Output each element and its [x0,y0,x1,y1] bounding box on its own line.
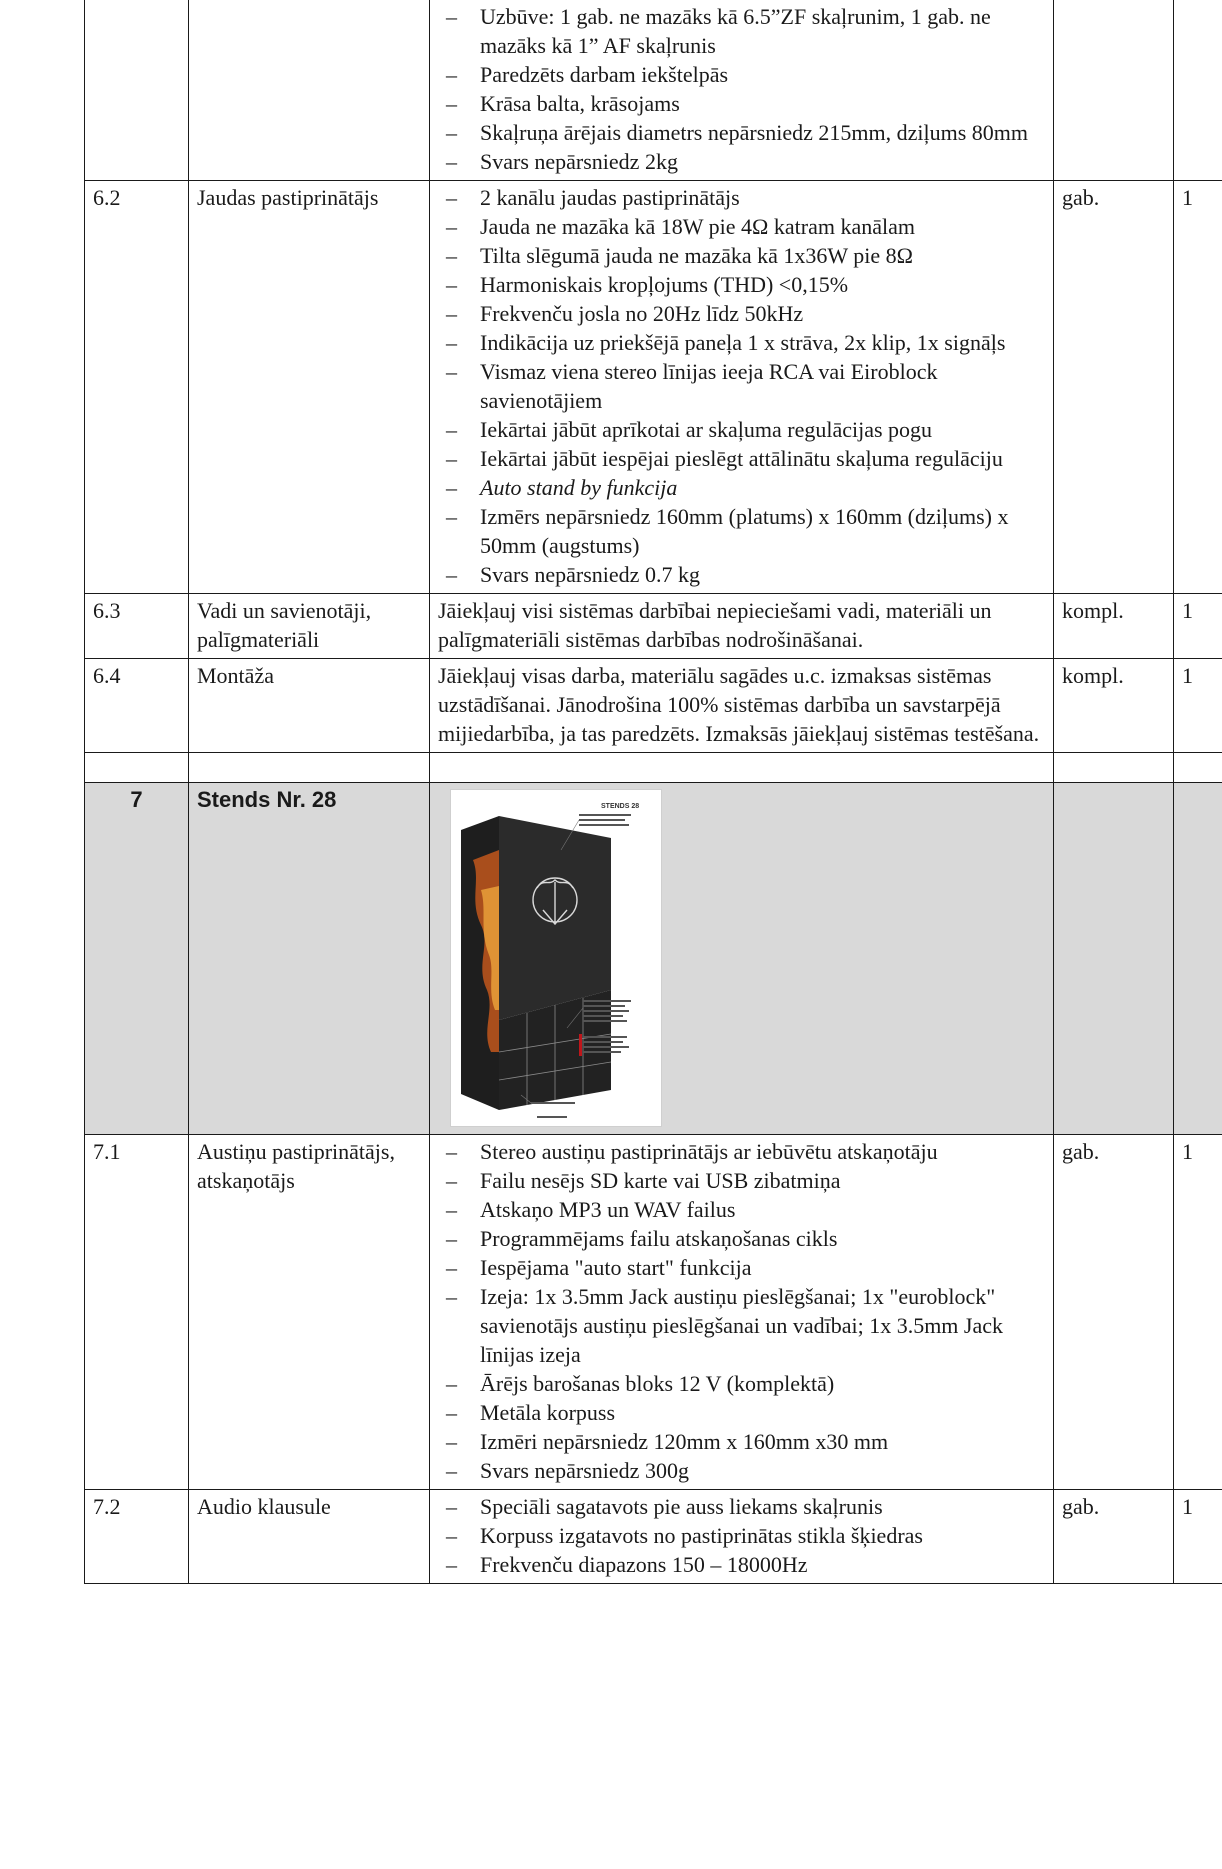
red-marker [579,1034,582,1056]
spec-item: – Tilta slēgumā jauda ne mazāka kā 1x36W pie 8Ω [438,241,1045,270]
cell-empty [189,753,430,783]
spec-item: – Stereo austiņu pastiprinātājs ar iebūvētu atskaņotāju [438,1137,1045,1166]
table-row-7-1 [85,1135,1222,1490]
cell-name: Jaudas pastiprinātājs [189,181,430,594]
spec-item: – Uzbūve: 1 gab. ne mazāks kā 6.5”ZF skaļrunim, 1 gab. ne mazāks kā 1” AF skaļrunis [438,2,1045,60]
spec-item: – Iekārtai jābūt iespējai pieslēgt attālinātu skaļuma regulāciju [438,444,1045,473]
spec-list [438,2,1045,176]
cell-unit: kompl. [1054,659,1174,753]
cell-name [189,0,430,181]
specification-table [84,0,1222,1584]
spec-item: – Speciāli sagatavots pie auss liekams skaļrunis [438,1492,1045,1521]
cell-spec [430,1135,1054,1490]
cell-number: 6.3 [85,594,189,659]
cell-number: 6.4 [85,659,189,753]
spec-item: – Frekvenču josla no 20Hz līdz 50kHz [438,299,1045,328]
cell-image [430,783,1054,1135]
cell-number: 6.2 [85,181,189,594]
section-title: Stends Nr. 28 [189,783,430,1135]
spec-list [438,1492,1045,1579]
spec-item: – Ārējs barošanas bloks 12 V (komplektā) [438,1369,1045,1398]
cell-name: Austiņu pastiprinātājs, atskaņotājs [189,1135,430,1490]
stand-illustration [450,789,662,1127]
cell-empty [1174,753,1222,783]
spec-item: – Indikācija uz priekšējā paneļa 1 x strāva, 2x klip, 1x signāļs [438,328,1045,357]
cell-name: Vadi un savienotāji, palīgmateriāli [189,594,430,659]
spec-item: – Korpuss izgatavots no pastiprinātas stikla šķiedras [438,1521,1045,1550]
table-row-6-2 [85,181,1222,594]
cell-empty [430,753,1054,783]
cell-empty [1054,753,1174,783]
spec-item: – Svars nepārsniedz 0.7 kg [438,560,1045,589]
cell-name: Audio klausule [189,1490,430,1584]
spec-item: – Auto stand by funkcija [438,473,1045,502]
table-row-empty [85,753,1222,783]
table-row-7-2 [85,1490,1222,1584]
cell-number: 7.1 [85,1135,189,1490]
section-number: 7 [85,783,189,1135]
spec-item: – Iespējama "auto start" funkcija [438,1253,1045,1282]
spec-item: – Failu nesējs SD karte vai USB zibatmiņa [438,1166,1045,1195]
cell-qty: 1 [1174,1490,1222,1584]
spec-item: – Programmējams failu atskaņošanas cikls [438,1224,1045,1253]
cell-spec [430,1490,1054,1584]
cell-spec [430,181,1054,594]
cell-qty: 1 [1174,594,1222,659]
cell-empty [1054,783,1174,1135]
cell-name: Montāža [189,659,430,753]
spec-item: – Krāsa balta, krāsojams [438,89,1045,118]
cell-unit: gab. [1054,1135,1174,1490]
spec-item: – Jauda ne mazāka kā 18W pie 4Ω katram kanālam [438,212,1045,241]
cell-qty: 1 [1174,1135,1222,1490]
table-row-section-7 [85,783,1222,1135]
spec-item: – Svars nepārsniedz 2kg [438,147,1045,176]
cell-unit: kompl. [1054,594,1174,659]
cell-number [85,0,189,181]
cell-unit [1054,0,1174,181]
spec-item: – Metāla korpuss [438,1398,1045,1427]
cell-unit: gab. [1054,181,1174,594]
cell-number: 7.2 [85,1490,189,1584]
spec-item: – Svars nepārsniedz 300g [438,1456,1045,1485]
spec-item: – Harmoniskais kropļojums (THD) <0,15% [438,270,1045,299]
spec-list [438,183,1045,589]
cell-spec: Jāiekļauj visi sistēmas darbībai nepieciešami vadi, materiāli un palīgmateriāli sistēmas darbības nodrošināšanai. [430,594,1054,659]
spec-list [438,1137,1045,1485]
spec-item: – Skaļruņa ārējais diametrs nepārsniedz 215mm, dziļums 80mm [438,118,1045,147]
cell-spec [430,0,1054,181]
spec-item: – Izmēri nepārsniedz 120mm x 160mm x30 mm [438,1427,1045,1456]
cell-unit: gab. [1054,1490,1174,1584]
spec-item: – Vismaz viena stereo līnijas ieeja RCA vai Eiroblock savienotājiem [438,357,1045,415]
table-row-6-3 [85,594,1222,659]
table-row-6-4 [85,659,1222,753]
illustration-caption: STENDS 28 [601,803,640,810]
cell-empty [1174,783,1222,1135]
spec-item: – Izeja: 1x 3.5mm Jack austiņu pieslēgšanai; 1x "euroblock" savienotājs austiņu pieslēgšanai un vadībai; 1x 3.5mm Jack līnijas izeja [438,1282,1045,1369]
cell-empty [85,753,189,783]
spec-item: – Izmērs nepārsniedz 160mm (platums) x 160mm (dziļums) x 50mm (augstums) [438,502,1045,560]
spec-item: – 2 kanālu jaudas pastiprinātājs [438,183,1045,212]
cell-spec: Jāiekļauj visas darba, materiālu sagādes u.c. izmaksas sistēmas uzstādīšanai. Jānodrošina 100% sistēmas darbība un savstarpējā mijiedarbība, ja tas paredzēts. Izmaksās jāiekļauj sistēmas testēšana. [430,659,1054,753]
cell-qty: 1 [1174,659,1222,753]
spec-item: – Iekārtai jābūt aprīkotai ar skaļuma regulācijas pogu [438,415,1045,444]
spec-item: – Paredzēts darbam iekštelpās [438,60,1045,89]
table-row-6-1-continued [85,0,1222,181]
spec-item: – Frekvenču diapazons 150 – 18000Hz [438,1550,1045,1579]
spec-item: – Atskaņo MP3 un WAV failus [438,1195,1045,1224]
cell-qty [1174,0,1222,181]
cell-qty: 1 [1174,181,1222,594]
